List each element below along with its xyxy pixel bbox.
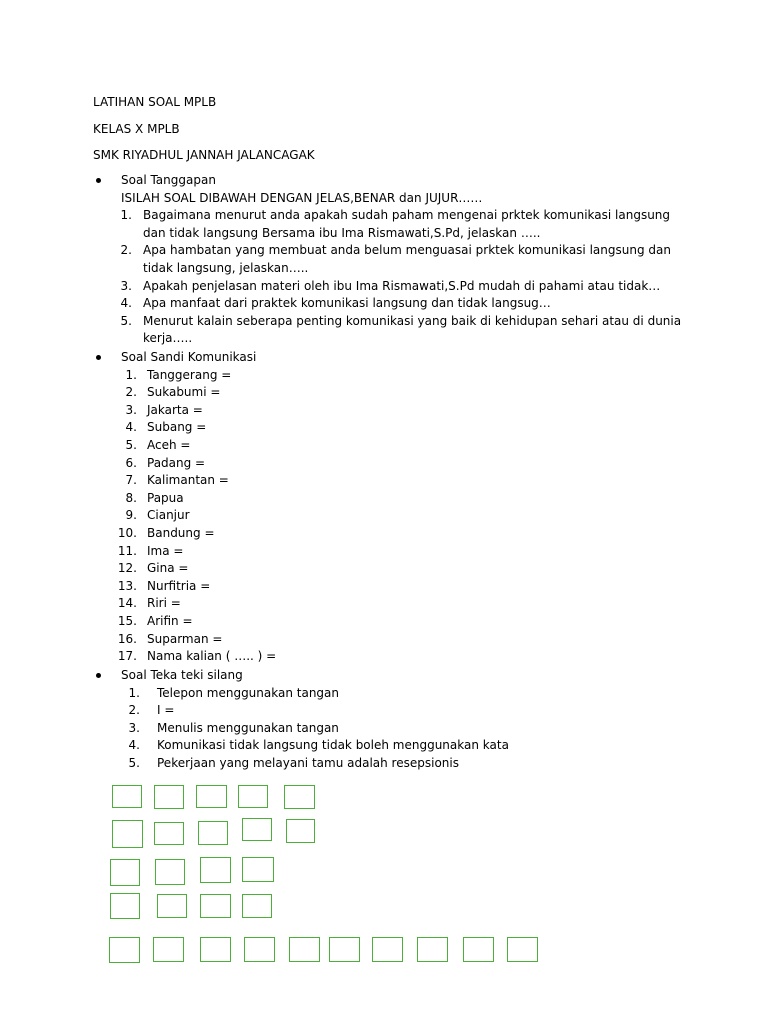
doc-class: KELAS X MPLB [93, 122, 180, 136]
list-item: 10. Bandung = [0, 525, 768, 543]
list-item: 2. Apa hambatan yang membuat anda belum menguasai prktek komunikasi langsung dan tidak langsung, jelaskan….. [0, 242, 768, 277]
crossword-box[interactable] [238, 785, 268, 808]
list-item: 3. Apakah penjelasan materi oleh ibu Ima Rismawati,S.Pd mudah di pahami atau tidak… [0, 278, 768, 296]
section-teka-teki-silang [0, 667, 768, 773]
question-text: Kalimantan = [147, 473, 229, 488]
section-title: Soal Sandi Komunikasi [121, 350, 257, 364]
crossword-box[interactable] [463, 937, 494, 962]
section-heading [0, 172, 768, 190]
crossword-box[interactable] [154, 785, 184, 809]
list-item: 4. Subang = [0, 419, 768, 437]
crossword-box[interactable] [157, 894, 187, 918]
doc-school: SMK RIYADHUL JANNAH JALANCAGAK [93, 148, 315, 162]
question-text: Nama kalian ( ….. ) = [147, 649, 277, 664]
list-item: 8. Papua [0, 490, 768, 508]
crossword-box[interactable] [196, 785, 227, 808]
crossword-box[interactable] [242, 894, 272, 918]
list-item: 5. Aceh = [0, 437, 768, 455]
question-text: Sukabumi = [147, 385, 221, 400]
crossword-box[interactable] [289, 937, 320, 962]
list-item: 1. Tanggerang = [0, 367, 768, 385]
question-list [0, 367, 768, 666]
list-item: 13. Nurfitria = [0, 578, 768, 596]
question-text: I = [157, 703, 175, 718]
list-item: 5. Menurut kalain seberapa penting komunikasi yang baik di kehidupan sehari atau di dunia kerja….. [0, 313, 768, 348]
list-item: 1. Telepon menggunakan tangan [0, 685, 768, 703]
bullet-icon [96, 355, 101, 360]
question-text: Menulis menggunakan tangan [157, 720, 339, 735]
list-item: 5. Pekerjaan yang melayani tamu adalah resepsionis [0, 755, 768, 773]
list-item: 3. Menulis menggunakan tangan [0, 720, 768, 738]
doc-title: LATIHAN SOAL MPLB [93, 95, 217, 109]
crossword-box[interactable] [109, 937, 140, 963]
question-text: Aceh = [147, 437, 191, 452]
question-text: Gina = [147, 561, 189, 576]
crossword-box[interactable] [154, 822, 184, 845]
list-item: 2. Sukabumi = [0, 384, 768, 402]
instruction-line [0, 190, 768, 208]
question-text: Apakah penjelasan materi oleh ibu Ima Rismawati,S.Pd mudah di pahami atau tidak… [143, 278, 661, 293]
question-text: Tanggerang = [147, 367, 232, 382]
list-item: 9. Cianjur [0, 507, 768, 525]
section-soal-tanggapan [0, 172, 768, 348]
crossword-box[interactable] [200, 894, 231, 918]
question-text: Bandung = [147, 525, 215, 540]
crossword-box[interactable] [417, 937, 448, 962]
question-text: Riri = [147, 596, 181, 611]
section-heading [0, 667, 768, 685]
list-item: 14. Riri = [0, 595, 768, 613]
question-text: Pekerjaan yang melayani tamu adalah resepsionis [157, 755, 459, 770]
crossword-box[interactable] [242, 818, 272, 841]
question-text: Telepon menggunakan tangan [157, 685, 339, 700]
question-text: Nurfitria = [147, 578, 211, 593]
list-item: 11. Ima = [0, 543, 768, 561]
crossword-box[interactable] [112, 785, 142, 808]
question-text: Jakarta = [147, 402, 203, 417]
crossword-box[interactable] [242, 857, 274, 882]
crossword-box[interactable] [507, 937, 538, 962]
crossword-box[interactable] [284, 785, 315, 809]
question-text: Apa hambatan yang membuat anda belum menguasai prktek komunikasi langsung dan tidak langsung, jelaskan….. [143, 243, 671, 275]
section-title: Soal Teka teki silang [121, 668, 243, 682]
list-item: 3. Jakarta = [0, 402, 768, 420]
bullet-icon [96, 178, 101, 183]
crossword-box[interactable] [153, 937, 184, 962]
question-text: Bagaimana menurut anda apakah sudah paham mengenai prktek komunikasi langsung dan tidak langsung Bersama ibu Ima Rismawati,S.Pd, jelaskan ….. [143, 208, 671, 240]
list-item: 6. Padang = [0, 455, 768, 473]
crossword-box[interactable] [286, 819, 315, 843]
crossword-box[interactable] [372, 937, 403, 962]
list-item: 2. I = [0, 702, 768, 720]
question-text: Apa manfaat dari praktek komunikasi langsung dan tidak langsug… [143, 296, 551, 311]
question-text: Cianjur [147, 508, 190, 523]
section-title: Soal Tanggapan [121, 173, 216, 187]
crossword-box[interactable] [200, 857, 231, 883]
question-text: Ima = [147, 543, 184, 558]
crossword-box[interactable] [110, 893, 140, 919]
list-item: 4. Komunikasi tidak langsung tidak boleh menggunakan kata [0, 737, 768, 755]
list-item: 16. Suparman = [0, 631, 768, 649]
list-item: 17. Nama kalian ( ….. ) = [0, 648, 768, 666]
crossword-box[interactable] [329, 937, 360, 962]
question-text: Suparman = [147, 631, 223, 646]
section-heading [0, 349, 768, 367]
crossword-box[interactable] [198, 821, 228, 845]
crossword-box[interactable] [244, 937, 275, 962]
question-text: Padang = [147, 455, 206, 470]
question-text: Menurut kalain seberapa penting komunikasi yang baik di kehidupan sehari atau di dunia kerja….. [143, 313, 682, 346]
question-list [0, 685, 768, 773]
list-item: 4. Apa manfaat dari praktek komunikasi langsung dan tidak langsug… [0, 295, 768, 313]
question-text: Subang = [147, 420, 207, 435]
crossword-box[interactable] [112, 820, 143, 848]
list-item: 7. Kalimantan = [0, 472, 768, 490]
list-item: 1. Bagaimana menurut anda apakah sudah paham mengenai prktek komunikasi langsung dan tidak langsung Bersama ibu Ima Rismawati,S.Pd, jelaskan ….. [0, 207, 768, 242]
section-instruction: ISILAH SOAL DIBAWAH DENGAN JELAS,BENAR dan JUJUR…… [121, 190, 483, 205]
crossword-box[interactable] [200, 937, 231, 962]
question-text: Komunikasi tidak langsung tidak boleh menggunakan kata [157, 738, 509, 753]
list-item: 15. Arifin = [0, 613, 768, 631]
question-text: Papua [147, 490, 184, 505]
crossword-box[interactable] [155, 859, 185, 885]
list-item: 12. Gina = [0, 560, 768, 578]
crossword-box[interactable] [110, 859, 140, 886]
bullet-icon [96, 673, 101, 678]
question-list [0, 207, 768, 348]
question-text: Arifin = [147, 613, 193, 628]
section-soal-sandi [0, 349, 768, 666]
